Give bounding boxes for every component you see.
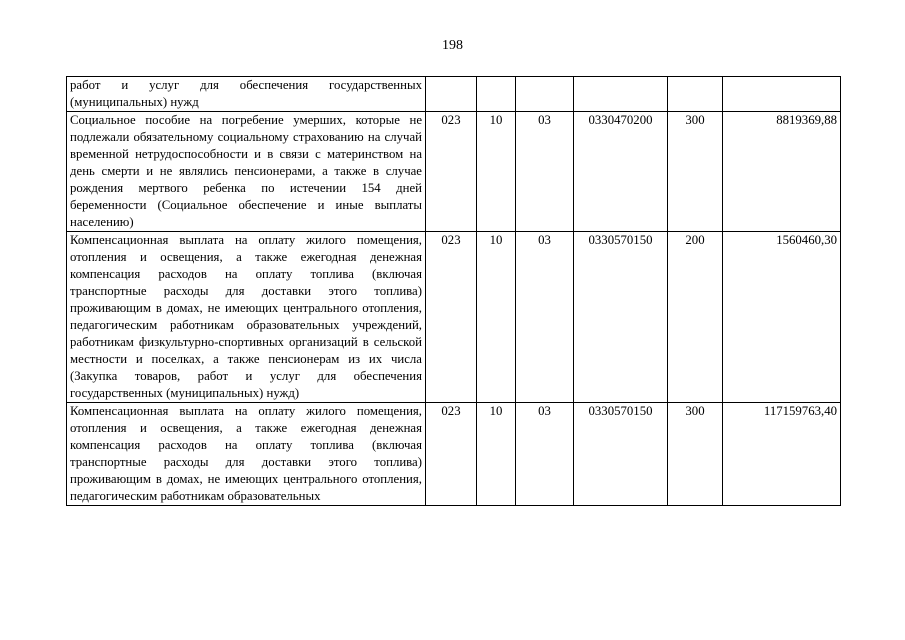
amount-value: 1560460,30 bbox=[723, 232, 841, 403]
expense-type-code: 200 bbox=[668, 232, 723, 403]
expense-type-code bbox=[668, 77, 723, 112]
ministry-code: 023 bbox=[426, 232, 477, 403]
amount-value bbox=[723, 77, 841, 112]
table-row bbox=[67, 232, 841, 403]
target-article-code: 0330470200 bbox=[574, 112, 668, 232]
table-body bbox=[67, 77, 841, 506]
subsection-code: 03 bbox=[516, 403, 574, 506]
expense-type-code: 300 bbox=[668, 112, 723, 232]
page-number: 198 bbox=[442, 38, 463, 53]
subsection-code: 03 bbox=[516, 232, 574, 403]
section-code bbox=[477, 77, 516, 112]
row-description: Компенсационная выплата на оплату жилого помещения, отопления и освещения, а также ежегодная денежная компенсация расходов на оплату топлива (включая транспортные расходы для доставки этого топлива) проживающим в домах, не имеющих центрального отопления, педагогическим работникам образовательных учреждений, работникам физкультурно-спортивных организаций в сельской местности и поселках, а также пенсионерам из их числа (Закупка товаров, работ и услуг для обеспечения государственных (муниципальных) нужд) bbox=[67, 232, 426, 403]
ministry-code bbox=[426, 77, 477, 112]
subsection-code bbox=[516, 77, 574, 112]
subsection-code: 03 bbox=[516, 112, 574, 232]
budget-table bbox=[66, 76, 841, 506]
table-row bbox=[67, 112, 841, 232]
row-description: работ и услуг для обеспечения государственных (муниципальных) нужд bbox=[67, 77, 426, 112]
section-code: 10 bbox=[477, 232, 516, 403]
table-row bbox=[67, 403, 841, 506]
target-article-code: 0330570150 bbox=[574, 232, 668, 403]
target-article-code: 0330570150 bbox=[574, 403, 668, 506]
row-description: Социальное пособие на погребение умерших, которые не подлежали обязательному социальному страхованию на случай временной нетрудоспособности и в связи с материнством на день смерти и не являлись пенсионерами, а также в случае рождения мертвого ребенка по истечении 154 дней беременности (Социальное обеспечение и иные выплаты населению) bbox=[67, 112, 426, 232]
section-code: 10 bbox=[477, 403, 516, 506]
table-row bbox=[67, 77, 841, 112]
target-article-code bbox=[574, 77, 668, 112]
amount-value: 8819369,88 bbox=[723, 112, 841, 232]
section-code: 10 bbox=[477, 112, 516, 232]
amount-value: 117159763,40 bbox=[723, 403, 841, 506]
row-description: Компенсационная выплата на оплату жилого помещения, отопления и освещения, а также ежегодная денежная компенсация расходов на оплату топлива (включая транспортные расходы для доставки этого топлива) проживающим в домах, не имеющих центрального отопления, педагогическим работникам образовательных bbox=[67, 403, 426, 506]
ministry-code: 023 bbox=[426, 112, 477, 232]
expense-type-code: 300 bbox=[668, 403, 723, 506]
ministry-code: 023 bbox=[426, 403, 477, 506]
